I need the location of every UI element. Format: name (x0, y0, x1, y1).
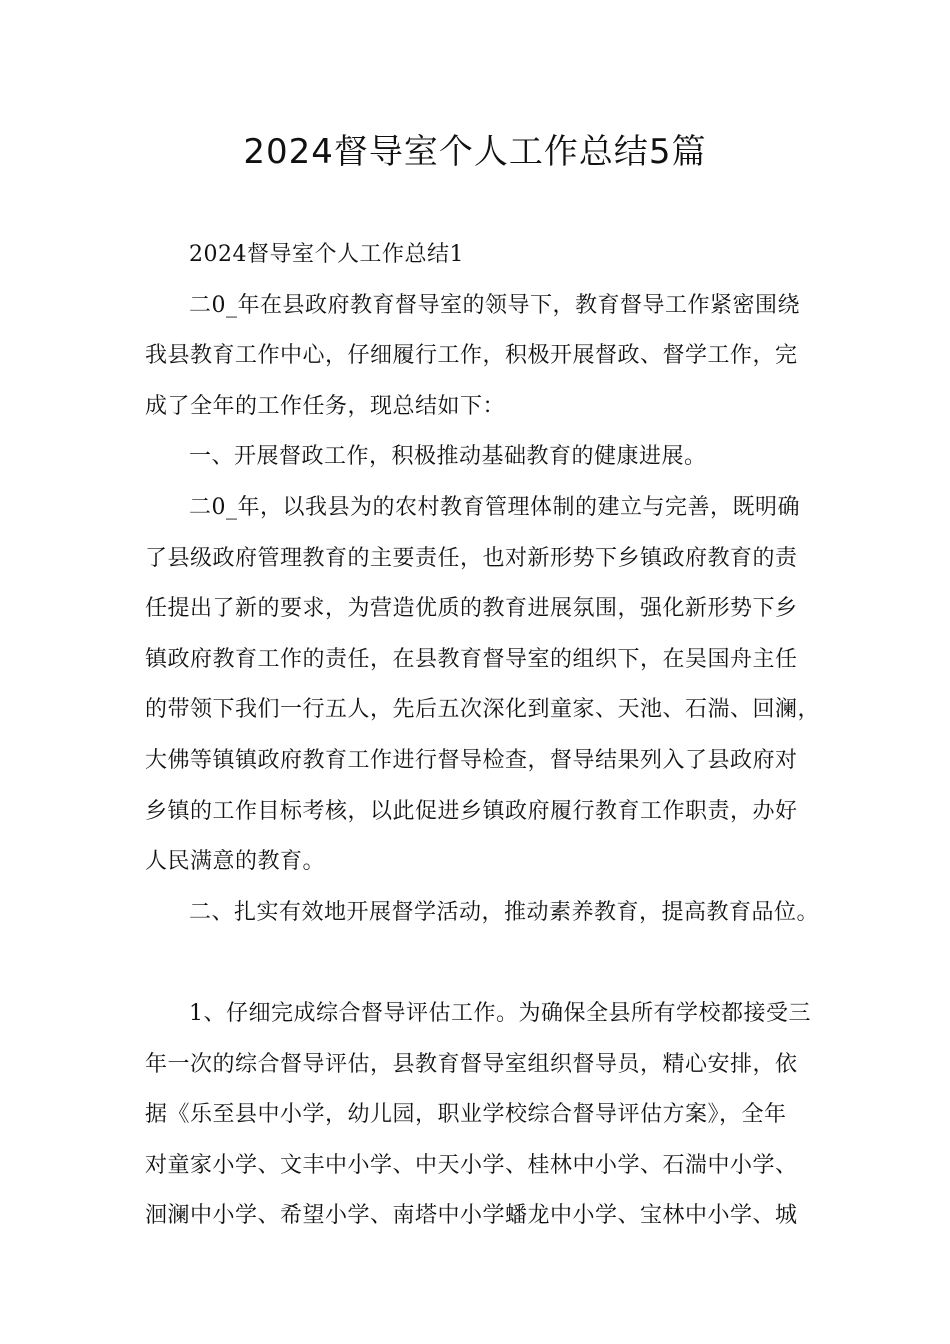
paragraph-line: 镇政府教育工作的责任，在县教育督导室的组织下，在吴国舟主任 (145, 646, 798, 672)
paragraph-line: 1、仔细完成综合督导评估工作。为确保全县所有学校都接受三 (189, 1000, 811, 1026)
paragraph-line: 大佛等镇镇政府教育工作进行督导检查，督导结果列入了县政府对 (145, 747, 798, 773)
paragraph-line: 二0_年，以我县为的农村教育管理体制的建立与完善，既明确 (189, 494, 800, 520)
blank-line (145, 938, 825, 989)
section-heading: 二、扎实有效地开展督学活动，推动素养教育，提高教育品位。 (189, 899, 820, 925)
paragraph-line: 的带领下我们一行五人，先后五次深化到童家、天池、石湍、回澜， (145, 697, 821, 723)
paragraph-line: 对童家小学、文丰中小学、中天小学、桂林中小学、石湍中小学、 (145, 1152, 798, 1178)
section-heading: 一、开展督政工作，积极推动基础教育的健康进展。 (189, 444, 707, 470)
paragraph-line: 洄澜中小学、希望小学、南塔中小学蟠龙中小学、宝林中小学、城 (145, 1203, 798, 1229)
paragraph-line: 我县教育工作中心，仔细履行工作，积极开展督政、督学工作，完 (145, 343, 798, 369)
paragraph-line: 成了全年的工作任务，现总结如下： (145, 393, 506, 419)
paragraph-line: 人民满意的教育。 (145, 849, 326, 875)
document-title: 2024督导室个人工作总结5篇 (243, 132, 707, 172)
paragraph-line: 二0_年在县政府教育督导室的领导下，教育督导工作紧密围绕 (189, 292, 800, 318)
paragraph-line: 据《乐至县中小学，幼儿园，职业学校综合督导评估方案》，全年 (145, 1102, 787, 1128)
paragraph-line: 任提出了新的要求，为营造优质的教育进展氛围，强化新形势下乡 (145, 596, 798, 622)
document-body (145, 230, 825, 1242)
paragraph-line: 了县级政府管理教育的主要责任，也对新形势下乡镇政府教育的责 (145, 545, 798, 571)
paragraph-line: 年一次的综合督导评估，县教育督导室组织督导员，精心安排，依 (145, 1051, 798, 1077)
section-heading: 2024督导室个人工作总结1 (189, 242, 464, 267)
paragraph-line: 乡镇的工作目标考核，以此促进乡镇政府履行教育工作职责，办好 (145, 798, 798, 824)
